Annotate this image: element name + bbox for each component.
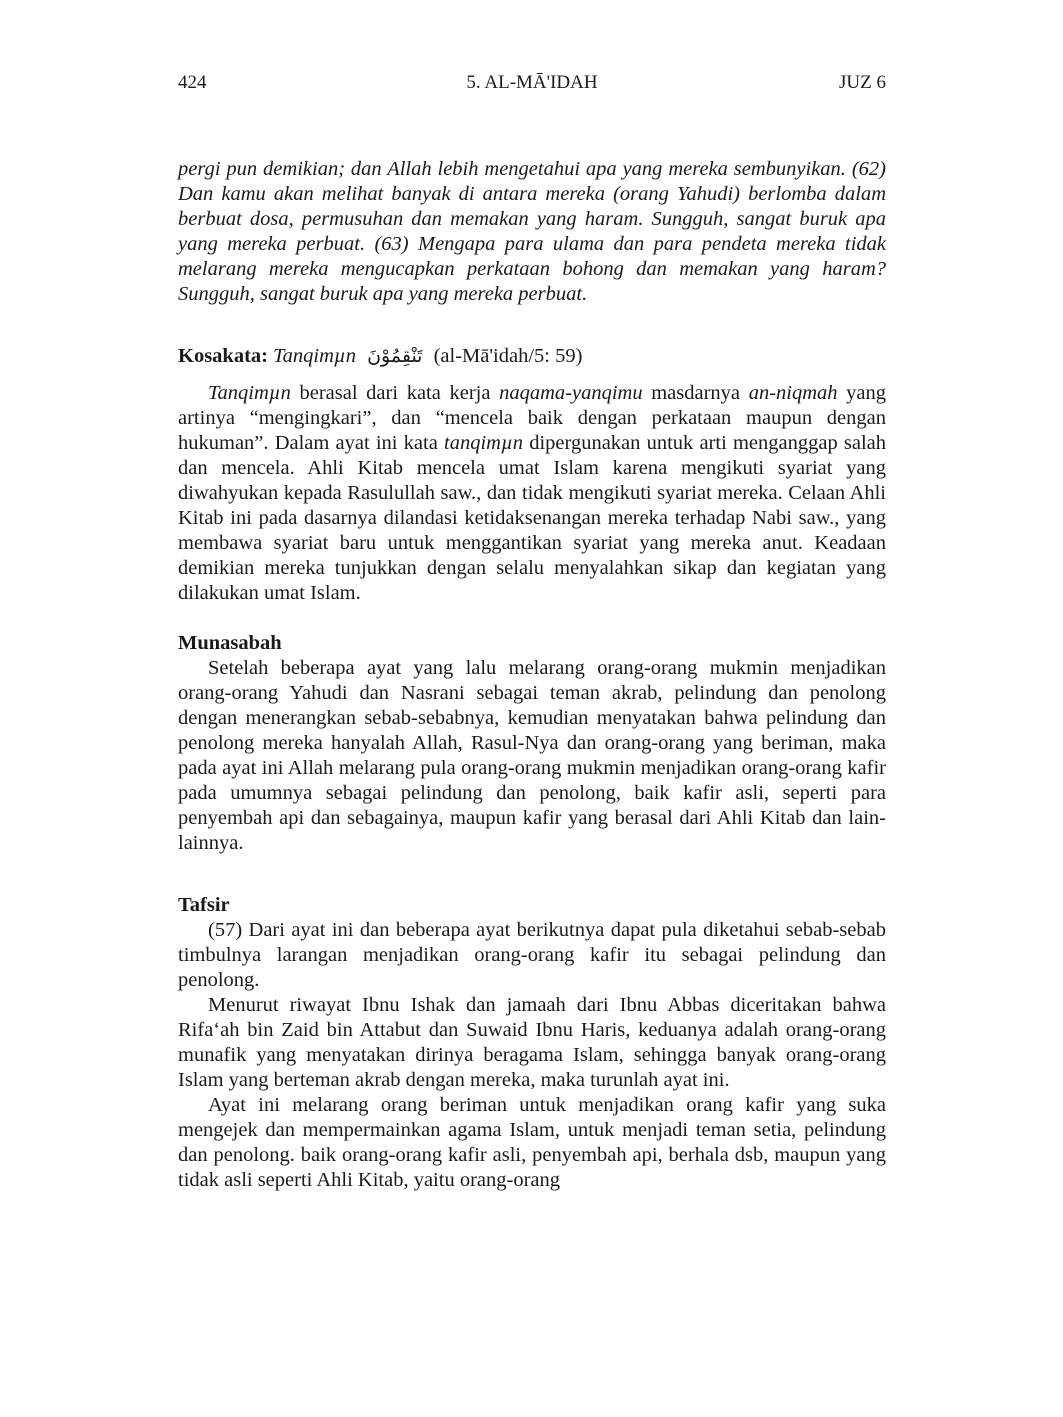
kosakata-label: Kosakata: bbox=[178, 345, 268, 367]
kosakata-paragraph: Tanqimµn berasal dari kata kerja naqama-yanqimu masdarnya an-niqmah yang artinya “mengingkari”, dan “mencela baik dengan perkataan maupun dengan hukuman”. Dalam ayat ini kata tanqimµn dipergunakan untuk arti menganggap salah dan mencela. Ahli Kitab mencela umat Islam karena mengikuti syariat yang diwahyukan kepada Rasulullah saw., dan tidak mengikuti syariat mereka. Celaan Ahli Kitab ini pada dasarnya dilandasi ketidaksenangan mereka terhadap Nabi saw., yang membawa syariat baru untuk menggantikan syariat yang mereka anut. Keadaan demikian mereka tunjukkan dengan selalu menyalahkan sikap dan kegiatan yang dilakukan umat Islam. bbox=[178, 382, 887, 604]
munasabah-heading: Munasabah bbox=[178, 632, 282, 654]
page-header bbox=[178, 72, 886, 102]
kosakata-reference: (al-Mā'idah/5: 59) bbox=[433, 345, 583, 367]
page-number: 424 bbox=[178, 72, 207, 93]
kosakata-heading bbox=[178, 344, 886, 369]
tafsir-heading: Tafsir bbox=[178, 894, 230, 916]
page-body bbox=[178, 157, 886, 1193]
tafsir-paragraph: Menurut riwayat Ibnu Ishak dan jamaah dari Ibnu Abbas diceritakan bahwa Rifa‘ah bin Zaid bin Attabut dan Suwaid Ibnu Haris, keduanya adalah orang-orang munafik yang menyatakan dirinya beragama Islam, sehingga banyak orang-orang Islam yang berteman akrab dengan mereka, maka turunlah ayat ini. bbox=[178, 994, 886, 1091]
tafsir-paragraph: (57) Dari ayat ini dan beberapa ayat berikutnya dapat pula diketahui sebab-sebab timbulnya larangan menjadikan orang-orang kafir itu sebagai pelindung dan penolong. bbox=[178, 919, 886, 991]
surah-title: 5. AL-MĀ'IDAH bbox=[466, 72, 598, 93]
kosakata-arabic: تَنْقِمُوْنَ bbox=[367, 345, 423, 367]
munasabah-paragraph: Setelah beberapa ayat yang lalu melarang orang-orang mukmin menjadikan orang-orang Yahudi dan Nasrani sebagai teman akrab, pelindung dan penolong dengan menerangkan sebab-sebabnya, kemudian menyatakan bahwa pelindung dan penolong mereka hanyalah Allah, Rasul-Nya dan orang-orang yang beriman, maka pada ayat ini Allah melarang pula orang-orang mukmin menjadikan orang-orang kafir pada umumnya sebagai pelindung dan penolong, baik kafir asli, seperti para penyembah api dan sebagainya, maupun kafir yang berasal dari Ahli Kitab dan lain-lainnya. bbox=[178, 657, 886, 854]
tafsir-paragraph: Ayat ini melarang orang beriman untuk menjadikan orang kafir yang suka mengejek dan mempermainkan agama Islam, untuk menjadi teman setia, pelindung dan penolong. baik orang-orang kafir asli, penyembah api, berhala dsb, maupun yang tidak asli seperti Ahli Kitab, yaitu orang-orang bbox=[178, 1094, 886, 1191]
kosakata-term: Tanqimµn bbox=[273, 345, 356, 367]
translation-paragraph: pergi pun demikian; dan Allah lebih mengetahui apa yang mereka sembunyikan. (62) Dan kamu akan melihat banyak di antara mereka (orang Yahudi) berlomba dalam berbuat dosa, permusuhan dan memakan yang haram. Sungguh, sangat buruk apa yang mereka perbuat. (63) Mengapa para ulama dan para pendeta mereka tidak melarang mereka mengucapkan perkataan bohong dan memakan yang haram? Sungguh, sangat buruk apa yang mereka perbuat. bbox=[178, 158, 886, 305]
juz-label: JUZ 6 bbox=[839, 72, 886, 93]
